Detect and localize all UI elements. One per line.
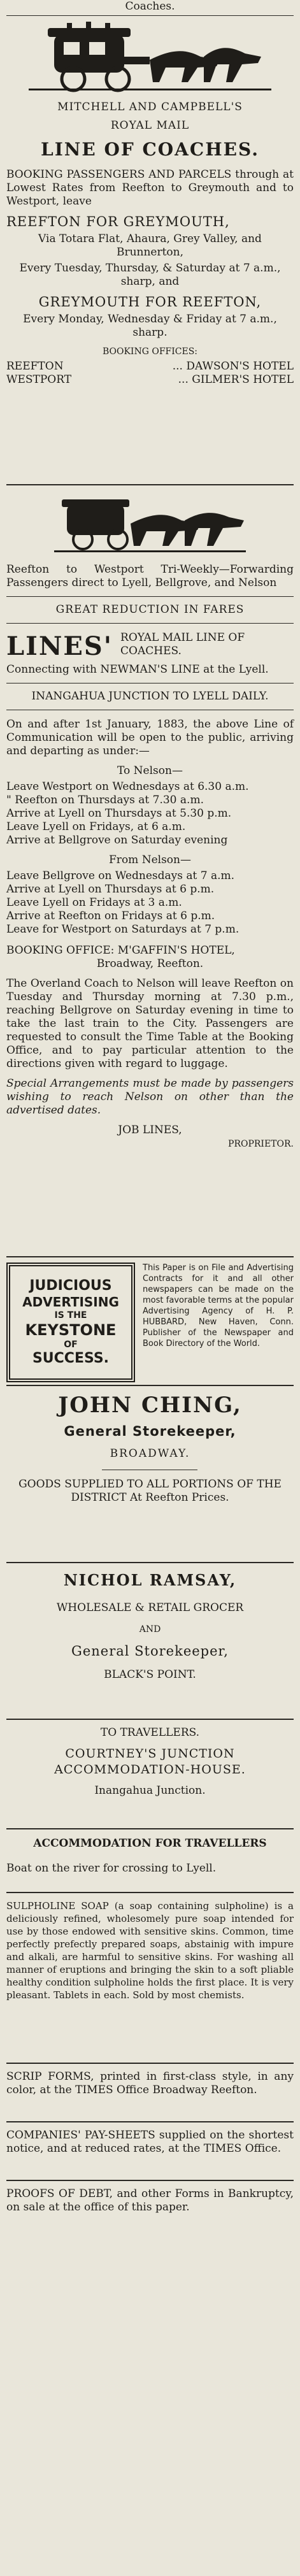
divider (6, 15, 294, 16)
badge-line: JUDICIOUS (29, 1278, 112, 1294)
accommodation-title: ACCOMMODATION FOR TRAVELLERS (33, 1837, 267, 1850)
courtney-ad (6, 1726, 294, 1798)
route-days: Every Tuesday, Thursday, & Saturday at 7 a.m., sharp, and (19, 262, 281, 288)
ad-line: ROYAL MAIL (110, 119, 190, 132)
overland-text: The Overland Coach to Nelson will leave Reefton on Tuesday and Thursday morning at 7.30 p.m., reaching Bellgrove on Saturday evening in time to take the last train to the City. Passengers are requested to consult the Time Table at the Booking Office, and to pay particular attention to the directions given with regard to luggage. (6, 977, 294, 1070)
route-body: Via Totara Flat, Ahaura, Grey Valley, and Brunnerton, (38, 233, 262, 259)
lines-title (6, 631, 294, 661)
timetable-row: " Reefton on Thursdays at 7.30 a.m. (6, 794, 204, 806)
lines-royal-mail-ad (6, 563, 294, 1150)
proprietor-label: PROPRIETOR. (228, 1139, 294, 1149)
junction-heading: INANGAHUA JUNCTION TO LYELL DAILY. (31, 690, 269, 703)
judicious-ad (6, 1263, 294, 1377)
courtney-title: COURTNEY'S JUNCTION ACCOMMODATION-HOUSE. (54, 1747, 246, 1777)
ad-title: LINE OF COACHES. (41, 139, 259, 160)
connecting-text: Connecting with NEWMAN'S LINE at the Lyell. (6, 663, 269, 676)
signature: JOB LINES, (118, 1124, 182, 1136)
office-row (6, 373, 294, 387)
from-nelson-heading: From Nelson— (109, 854, 191, 866)
route-days: Every Monday, Wednesday & Friday at 7 a.m., sharp. (23, 313, 277, 339)
ad-body: BOOKING PASSENGERS AND PARCELS through at Lowest Rates from Reefton to Greymouth and to Westport, leave (6, 168, 294, 208)
sulpholine-body: SULPHOLINE SOAP (a soap containing sulpholine) is a deliciously refined, wholesomely pure soap intended for use by those endowed with sensitive skins. Common, time perfectly prefectly prepared soaps, abstainig with impure and alkali, are harmful to sensitive skins. For washing all manner of eruptions and bringing the skin to a soft pliable healthy condition sulpholine holds the first place. It is very pleasant. Tablets in each. Sold by most chemists. (6, 1900, 294, 2001)
route-heading: GREYMOUTH FOR REEFTON, (38, 294, 262, 310)
office-row (6, 360, 294, 373)
offices-label: BOOKING OFFICES: (102, 347, 198, 357)
stagecoach-illustration (54, 492, 246, 555)
badge-line: SUCCESS. (32, 1350, 110, 1366)
proofs-body: PROOFS OF DEBT, and other Forms in Bankruptcy, on sale at the office of this paper. (6, 2187, 294, 2214)
booking-address: Broadway, Reefton. (96, 957, 204, 970)
ad-line: MITCHELL AND CAMPBELL'S (57, 101, 243, 113)
timetable-row: Leave Lyell on Fridays, at 6 a.m. (6, 820, 186, 833)
route-heading: REEFTON FOR GREYMOUTH, (6, 214, 230, 229)
timetable-row: Arrive at Reefton on Fridays at 6 p.m. (6, 910, 215, 922)
to-nelson-heading: To Nelson— (117, 764, 183, 777)
ramsay-name: NICHOL RAMSAY, (63, 1571, 237, 1589)
ramsay-line: General Storekeeper, (71, 1643, 229, 1659)
timetable-row: Leave Bellgrove on Wednesdays at 7 a.m. (6, 869, 235, 882)
sulpholine-ad (6, 1900, 294, 2001)
to-travellers: TO TRAVELLERS. (100, 1726, 200, 1739)
scrip-forms-ad (6, 2070, 294, 2097)
divider (6, 484, 294, 485)
stagecoach-illustration (29, 22, 271, 97)
proofs-of-debt-ad (6, 2187, 294, 2214)
ramsay-line: WHOLESALE & RETAIL GROCER (56, 1601, 244, 1614)
badge-line: OF (64, 1340, 78, 1350)
office-town: REEFTON (6, 360, 64, 373)
office-place: ... GILMER'S HOTEL (178, 373, 294, 386)
timetable-row: Leave Westport on Wednesdays at 6.30 a.m. (6, 780, 249, 793)
scrip-body: SCRIP FORMS, printed in first-class style, in any color, at the TIMES Office Broadway Reefton. (6, 2070, 294, 2096)
divider (6, 1385, 294, 1386)
ching-role: General Storekeeper, (64, 1424, 236, 1439)
divider (6, 623, 294, 624)
nichol-ramsay-ad (6, 1570, 294, 1682)
keystone-badge (6, 1263, 135, 1382)
reduction-heading: GREAT REDUCTION IN FARES (55, 603, 245, 616)
divider (6, 1256, 294, 1257)
timetable-row: Arrive at Lyell on Thursdays at 6 p.m. (6, 883, 215, 896)
mitchell-campbell-ad (6, 101, 294, 387)
courtney-place: Inangahua Junction. (94, 1784, 206, 1797)
ad-intro: Reefton to Westport Tri-Weekly—Forwarding Passengers direct to Lyell, Bellgrove, and Nelson (6, 563, 294, 589)
badge-line: IS THE (54, 1310, 87, 1320)
divider (6, 1562, 294, 1563)
divider (6, 596, 294, 597)
divider (6, 2063, 294, 2064)
lines-title-rest: ROYAL MAIL LINE OF COACHES. (120, 631, 245, 657)
badge-line: ADVERTISING (22, 1294, 119, 1310)
ching-name: JOHN CHING, (58, 1392, 242, 1418)
lines-title-big: LINES' (6, 631, 113, 661)
timetable-row: Arrive at Lyell on Thursdays at 5.30 p.m. (6, 807, 232, 820)
pay-sheets-body: COMPANIES' PAY-SHEETS supplied on the shortest notice, and at reduced rates, at the TIMES Office. (6, 2129, 294, 2155)
ramsay-and: AND (139, 1624, 161, 1635)
divider (6, 1828, 294, 1829)
ching-address: BROADWAY. (110, 1447, 190, 1460)
timetable-row: Leave for Westport on Saturdays at 7 p.m. (6, 923, 239, 936)
judicious-text: This Paper is on File and Advertising Contracts for it and all other newspapers can be made on the most favorable terms at the popular Advertising Agency of H. P. HUBBARD, New Haven, Conn. Publisher of the Newspaper and Book Directory of the World. (143, 1263, 294, 1349)
accommodation-ad (6, 1837, 294, 1875)
timetable-row: Leave Lyell on Fridays at 3 a.m. (6, 896, 182, 909)
accommodation-body: Boat on the river for crossing to Lyell. (6, 1862, 217, 1875)
john-ching-ad (6, 1392, 294, 1505)
section-heading (6, 0, 294, 13)
notice-text: On and after 1st January, 1883, the above Line of Communication will be open to the public, arriving and departing as under:— (6, 718, 294, 757)
badge-line: KEYSTONE (25, 1321, 117, 1339)
timetable-row: Arrive at Bellgrove on Saturday evening (6, 834, 228, 847)
office-place: ... DAWSON'S HOTEL (172, 360, 294, 373)
ching-goods: GOODS SUPPLIED TO ALL PORTIONS OF THE DISTRICT At Reefton Prices. (18, 1478, 282, 1504)
divider (6, 1719, 294, 1720)
special-arrangements: Special Arrangements must be made by passengers wishing to reach Nelson on other than the advertised dates. (6, 1077, 294, 1117)
office-town: WESTPORT (6, 373, 72, 386)
divider (6, 1892, 294, 1893)
coaches-heading: Coaches. (125, 0, 175, 13)
ramsay-address: BLACK'S POINT. (104, 1668, 196, 1681)
divider (6, 2180, 294, 2181)
pay-sheets-ad (6, 2129, 294, 2156)
booking-office: BOOKING OFFICE: M'GAFFIN'S HOTEL, (6, 944, 235, 957)
divider (6, 2121, 294, 2122)
